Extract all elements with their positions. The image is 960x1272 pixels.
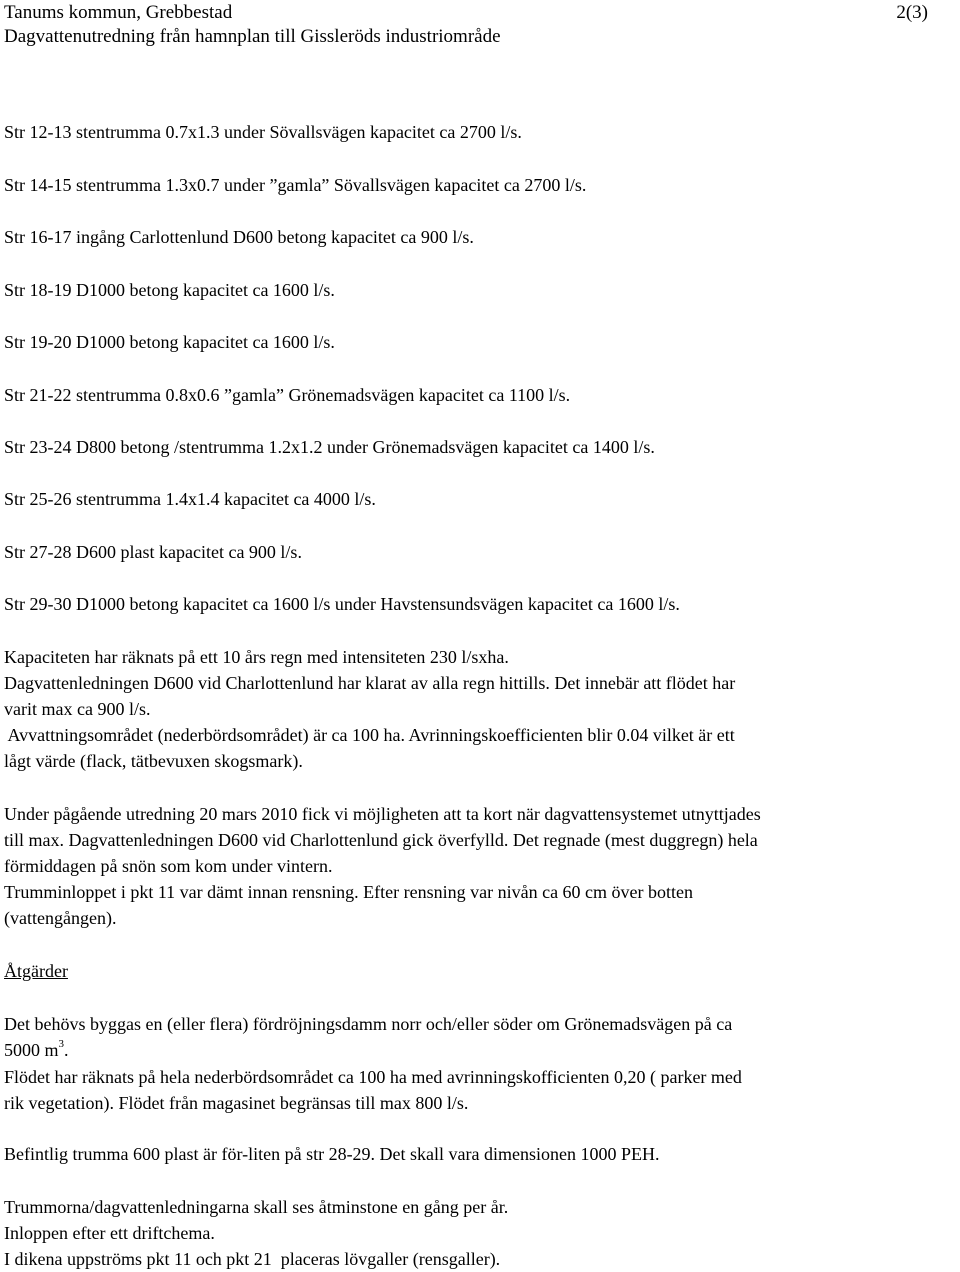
paragraph-line: lågt värde (flack, tätbevuxen skogsmark).: [4, 751, 303, 771]
capacity-line: Str 14-15 stentrumma 1.3x0.7 under ”gamla” Sövallsvägen kapacitet ca 2700 l/s.: [4, 175, 587, 195]
capacity-line: Str 12-13 stentrumma 0.7x1.3 under Sövallsvägen kapacitet ca 2700 l/s.: [4, 122, 522, 142]
paragraph-line: förmiddagen på snön som kom under vintern.: [4, 856, 333, 876]
paragraph-line: I dikena uppströms pkt 11 och pkt 21 placeras lövgaller (rensgaller).: [4, 1249, 501, 1269]
capacity-line: Str 29-30 D1000 betong kapacitet ca 1600 l/s under Havstensundsvägen kapacitet ca 1600 l/s.: [4, 594, 680, 614]
capacity-line: Str 18-19 D1000 betong kapacitet ca 1600 l/s.: [4, 280, 335, 300]
paragraph-line: Avvattningsområdet (nederbördsområdet) är ca 100 ha. Avrinningskoefficienten blir 0.04 vilket är ett: [4, 725, 735, 745]
paragraph-line: Flödet har räknats på hela nederbördsområdet ca 100 ha med avrinningskofficienten 0,20 ( parker med: [4, 1067, 742, 1087]
paragraph-line: Inloppen efter ett driftchema.: [4, 1223, 215, 1243]
capacity-line: Str 27-28 D600 plast kapacitet ca 900 l/s.: [4, 542, 302, 562]
paragraph-line: Det behövs byggas en (eller flera) fördröjningsdamm norr och/eller söder om Grönemadsvägen på ca: [4, 1014, 733, 1034]
header-title: Dagvattenutredning från hamnplan till Gissleröds industriområde: [4, 26, 501, 47]
paragraph-line: Trumminloppet i pkt 11 var dämt innan rensning. Efter rensning var nivån ca 60 cm över botten: [4, 882, 694, 902]
paragraph-line: (vattengången).: [4, 908, 117, 928]
capacity-line: Str 25-26 stentrumma 1.4x1.4 kapacitet ca 4000 l/s.: [4, 489, 376, 509]
capacity-line: Str 16-17 ingång Carlottenlund D600 betong kapacitet ca 900 l/s.: [4, 227, 474, 247]
paragraph-line: till max. Dagvattenledningen D600 vid Charlottenlund gick överfylld. Det regnade (mest duggregn) hela: [4, 830, 758, 850]
volume-period: .: [64, 1040, 69, 1060]
capacity-line: Str 23-24 D800 betong /stentrumma 1.2x1.2 under Grönemadsvägen kapacitet ca 1400 l/s.: [4, 437, 655, 457]
section-heading: Åtgärder: [4, 961, 68, 981]
volume-exponent: 3: [58, 1038, 65, 1050]
page-number: 2(3): [896, 2, 928, 23]
paragraph-line: Under pågående utredning 20 mars 2010 fick vi möjligheten att ta kort när dagvattensystemet utnyttjades: [4, 804, 761, 824]
capacity-line: Str 21-22 stentrumma 0.8x0.6 ”gamla” Grönemadsvägen kapacitet ca 1100 l/s.: [4, 385, 571, 405]
paragraph-line: varit max ca 900 l/s.: [4, 699, 151, 719]
capacity-line: Str 19-20 D1000 betong kapacitet ca 1600 l/s.: [4, 332, 335, 352]
pipe-paragraph: Befintlig trumma 600 plast är för-liten på str 28-29. Det skall vara dimensionen 1000 PEH.: [4, 1144, 660, 1164]
paragraph-line: Trummorna/dagvattenledningarna skall ses åtminstone en gång per år.: [4, 1197, 509, 1217]
volume-text: 5000 m: [4, 1040, 59, 1060]
paragraph-line: Dagvattenledningen D600 vid Charlottenlund har klarat av alla regn hittills. Det innebär att flödet har: [4, 673, 736, 693]
paragraph-line: rik vegetation). Flödet från magasinet begränsas till max 800 l/s.: [4, 1093, 469, 1113]
paragraph-line: [4, 1037, 69, 1063]
paragraph-line: Kapaciteten har räknats på ett 10 års regn med intensiteten 230 l/sxha.: [4, 647, 509, 667]
header-org: Tanums kommun, Grebbestad: [4, 2, 233, 23]
